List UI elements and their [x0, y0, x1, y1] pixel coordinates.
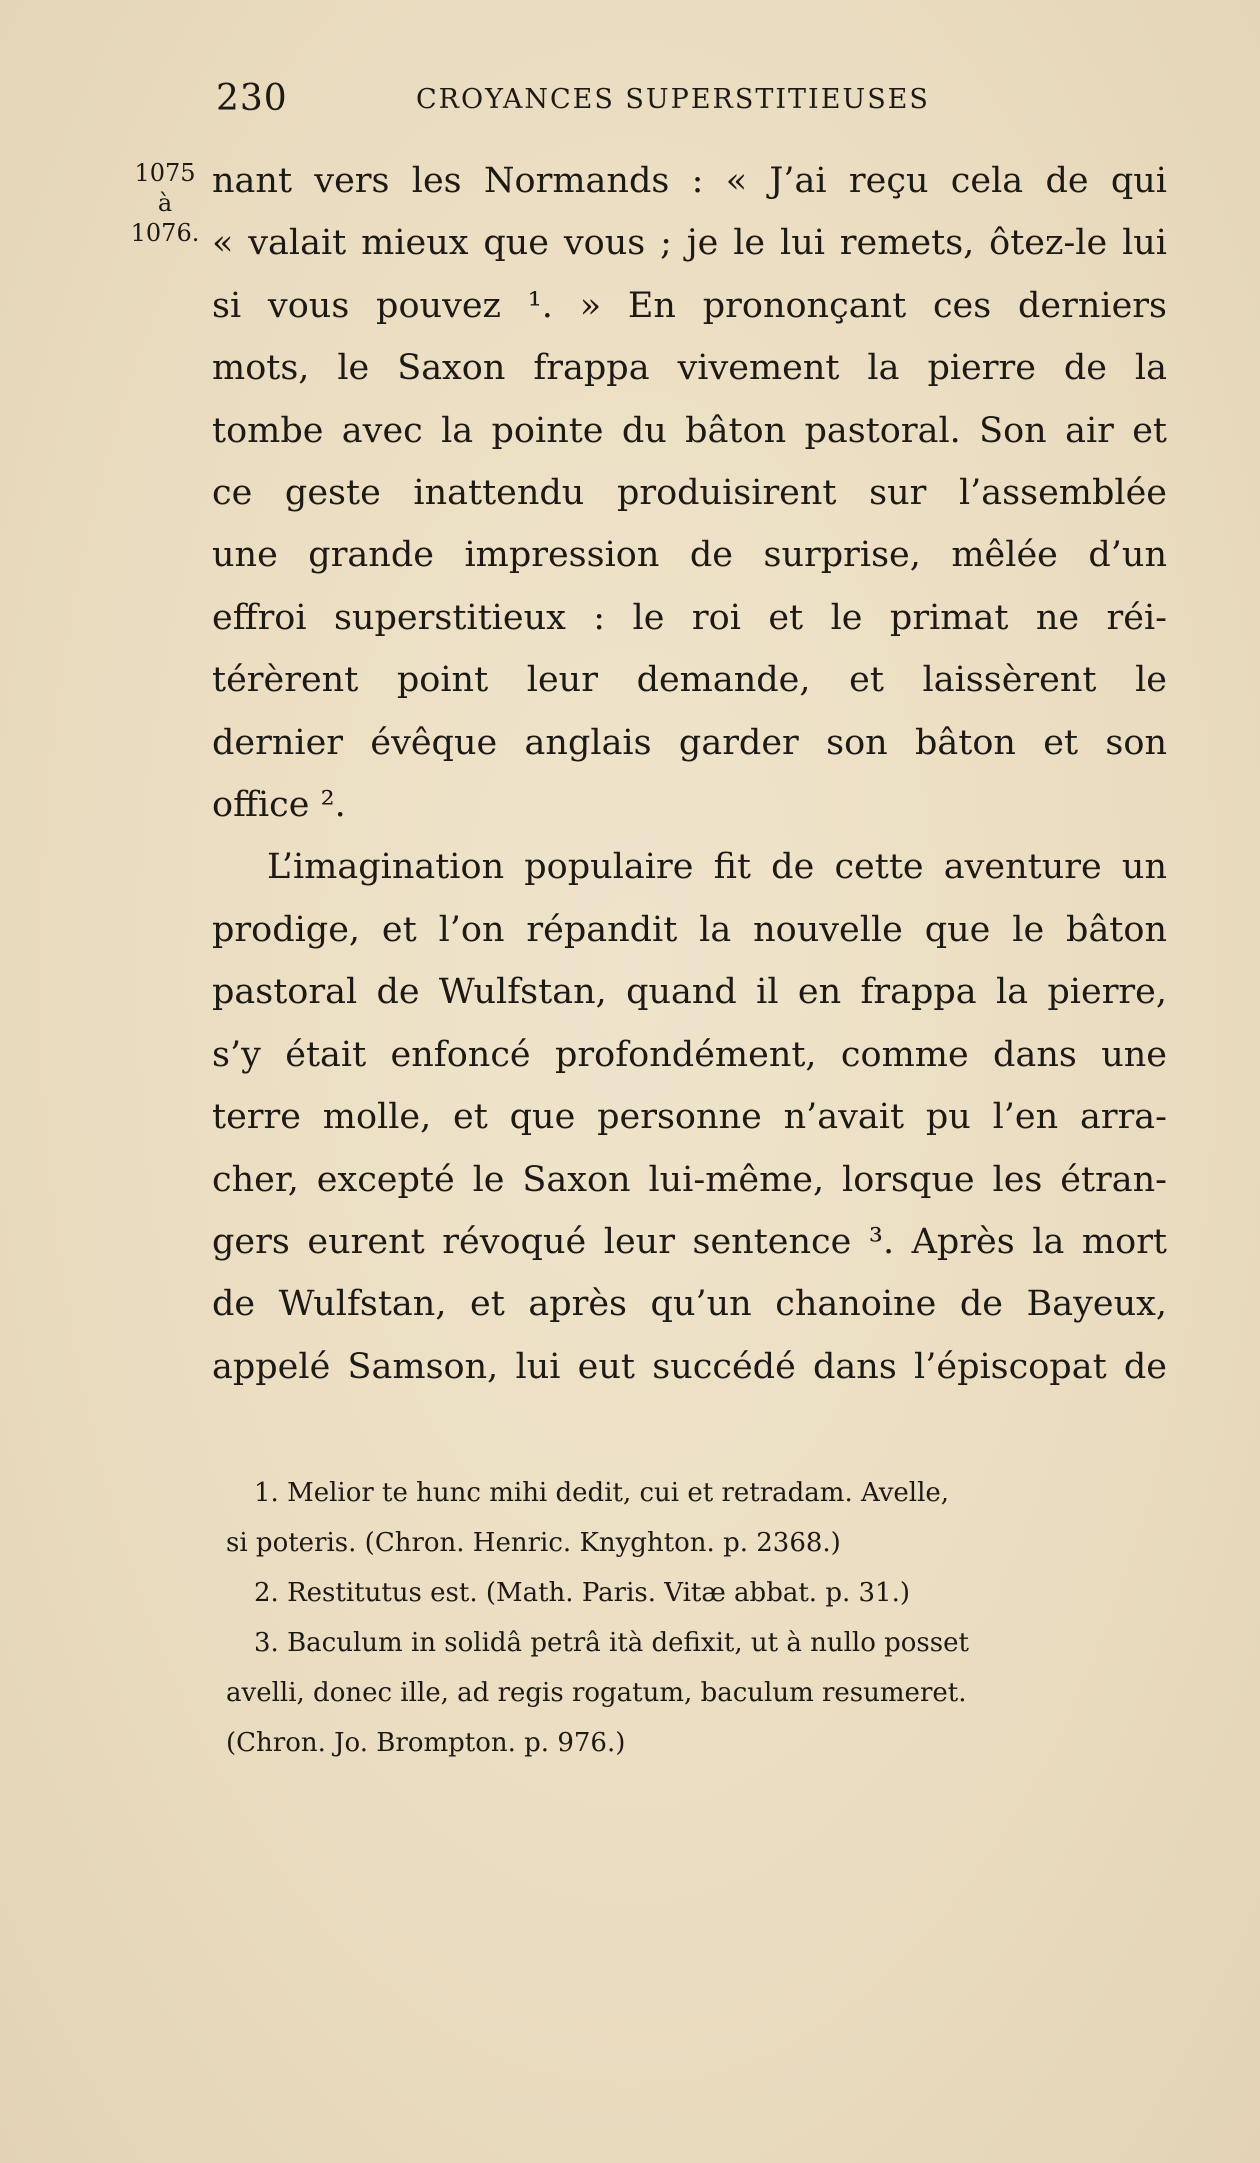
margin-date-separator: à	[157, 189, 173, 217]
body-line: appelé Samson, lui eut succédé dans l’épiscopat de	[212, 1346, 1167, 1387]
body-line: terre molle, et que personne n’avait pu l’en arra-	[212, 1097, 1167, 1138]
body-line: mots, le Saxon frappa vivement la pierre de la	[212, 348, 1167, 389]
body-line: nant vers les Normands : « J’ai reçu cela de qui	[212, 161, 1167, 201]
body-line: dernier évêque anglais garder son bâton et son	[212, 722, 1167, 763]
footnotes	[226, 1468, 1156, 1768]
body-line: de Wulfstan, et après qu’un chanoine de Bayeux,	[212, 1284, 1167, 1325]
body-line: pastoral de Wulfstan, quand il en frappa la pierre,	[212, 972, 1167, 1013]
body-line: prodige, et l’on répandit la nouvelle que le bâton	[212, 909, 1167, 950]
margin-date	[120, 158, 210, 248]
footnote-3-continuation: (Chron. Jo. Brompton. p. 976.)	[226, 1728, 626, 1758]
body-line: ce geste inattendu produisirent sur l’assemblée	[212, 473, 1167, 514]
body-line: si vous pouvez ¹. » En prononçant ces derniers	[212, 285, 1167, 326]
running-head	[216, 78, 996, 128]
body-line: s’y était enfoncé profondément, comme dans une	[212, 1034, 1167, 1075]
body-line: gers eurent révoqué leur sentence ³. Après la mort	[212, 1221, 1167, 1262]
running-title: CROYANCES SUPERSTITIEUSES	[416, 84, 930, 115]
body-line: une grande impression de surprise, mêlée d’un	[212, 535, 1167, 576]
page-number: 230	[216, 78, 288, 119]
footnote-2: 2. Restitutus est. (Math. Paris. Vitæ abbat. p. 31.)	[254, 1578, 910, 1608]
margin-date-from: 1075	[134, 159, 196, 187]
body-line: térèrent point leur demande, et laissèrent le	[212, 660, 1167, 701]
body-line: « valait mieux que vous ; je le lui remets, ôtez-le lui	[212, 223, 1167, 264]
body-text	[212, 150, 1167, 1398]
footnote-1: 1. Melior te hunc mihi dedit, cui et retradam. Avelle,	[254, 1478, 950, 1508]
footnote-3-continuation: avelli, donec ille, ad regis rogatum, baculum resumeret.	[226, 1678, 967, 1708]
paragraph-start-line: L’imagination populaire fit de cette aventure un	[267, 847, 1167, 888]
margin-date-to: 1076.	[130, 219, 200, 247]
body-line: tombe avec la pointe du bâton pastoral. Son air et	[212, 410, 1167, 451]
body-line: office ².	[212, 785, 346, 826]
footnote-1-continuation: si poteris. (Chron. Henric. Knyghton. p. 2368.)	[226, 1528, 841, 1558]
body-line: effroi superstitieux : le roi et le primat ne réi-	[212, 597, 1167, 638]
footnote-3: 3. Baculum in solidâ petrâ ità defixit, ut à nullo posset	[254, 1628, 969, 1658]
body-line: cher, excepté le Saxon lui-même, lorsque les étran-	[212, 1159, 1167, 1200]
